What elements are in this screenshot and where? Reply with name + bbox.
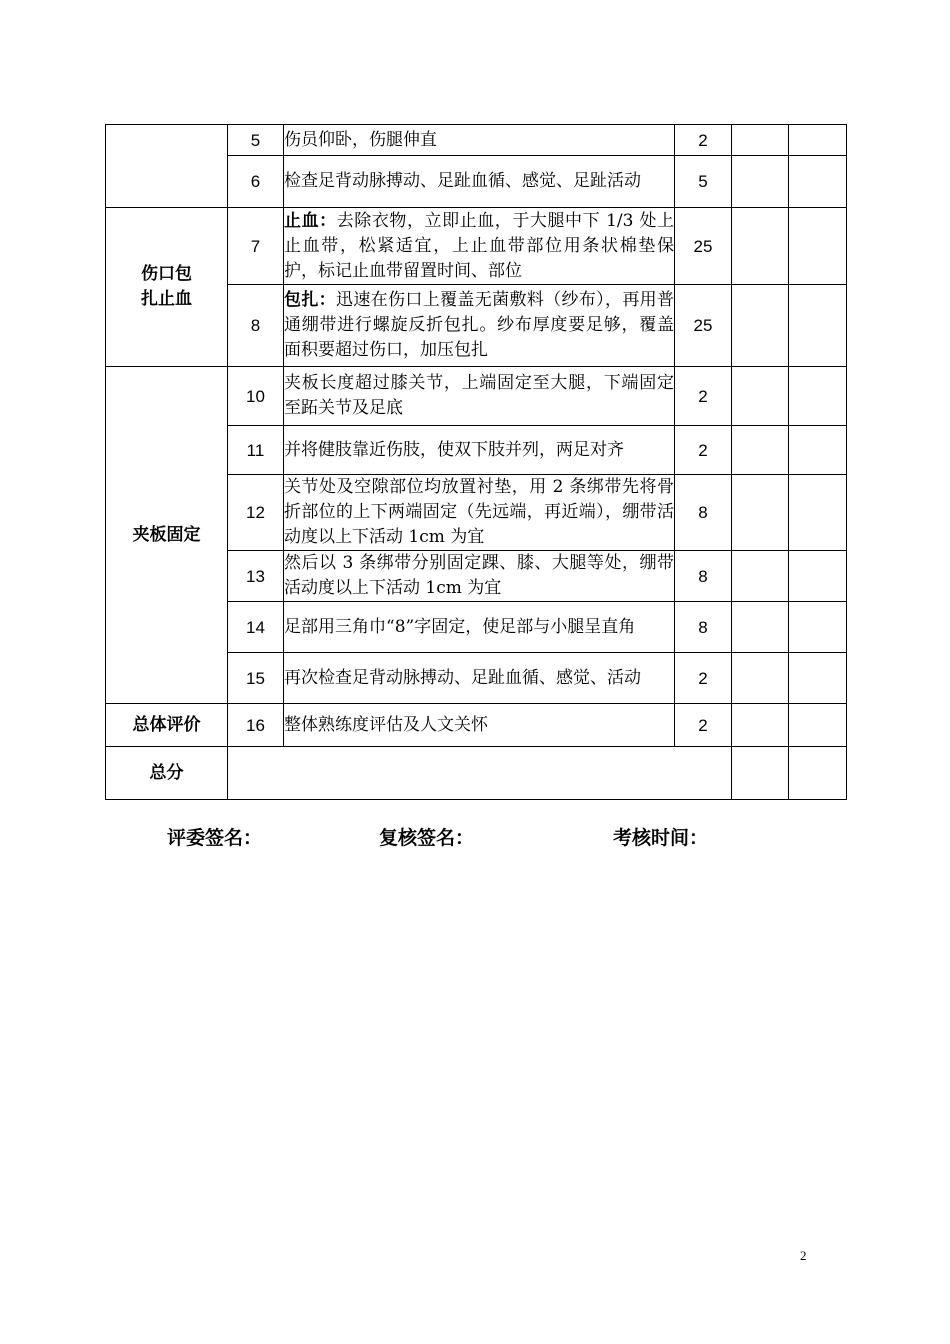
score-cell xyxy=(789,551,847,602)
score-cell xyxy=(732,704,789,747)
item-number: 11 xyxy=(228,426,284,475)
judge-signature-label: 评委签名： xyxy=(167,827,263,849)
score-cell xyxy=(732,551,789,602)
score-cell xyxy=(789,426,847,475)
score-cell xyxy=(732,747,789,800)
item-number: 15 xyxy=(228,653,284,704)
score-cell xyxy=(789,156,847,208)
score-cell xyxy=(789,125,847,156)
item-points: 25 xyxy=(675,285,732,367)
item-points: 8 xyxy=(675,602,732,653)
item-number: 8 xyxy=(228,285,284,367)
item-description: 并将健肢靠近伤肢，使双下肢并列，两足对齐 xyxy=(284,426,675,475)
item-points: 5 xyxy=(675,156,732,208)
table-row-total xyxy=(106,747,847,800)
category-splint: 夹板固定 xyxy=(106,367,228,704)
category-total: 总分 xyxy=(106,747,228,800)
item-lead: 包扎： xyxy=(284,290,337,310)
item-description: 整体熟练度评估及人文关怀 xyxy=(284,704,675,747)
item-points: 2 xyxy=(675,367,732,426)
score-cell xyxy=(732,156,789,208)
item-number: 7 xyxy=(228,208,284,285)
score-cell xyxy=(732,125,789,156)
item-points: 2 xyxy=(675,653,732,704)
category-wound-bandage: 伤口包 扎止血 xyxy=(106,208,228,367)
item-number: 5 xyxy=(228,125,284,156)
item-description: 足部用三角巾“8”字固定，使足部与小腿呈直角 xyxy=(284,602,675,653)
item-number: 13 xyxy=(228,551,284,602)
table-row xyxy=(106,704,847,747)
item-number: 14 xyxy=(228,602,284,653)
item-description xyxy=(284,208,675,285)
score-cell xyxy=(732,208,789,285)
item-number: 12 xyxy=(228,475,284,551)
item-number: 16 xyxy=(228,704,284,747)
score-cell xyxy=(789,704,847,747)
category-cell-continued xyxy=(106,125,228,208)
item-description xyxy=(284,285,675,367)
reviewer-signature-label: 复核签名： xyxy=(379,827,475,849)
category-overall: 总体评价 xyxy=(106,704,228,747)
score-cell xyxy=(789,475,847,551)
item-points: 2 xyxy=(675,704,732,747)
score-cell xyxy=(732,475,789,551)
item-points: 2 xyxy=(675,125,732,156)
item-text: 迅速在伤口上覆盖无菌敷料（纱布），再用普通绷带进行螺旋反折包扎。纱布厚度要足够，覆盖面积要超过伤口，加压包扎 xyxy=(284,290,675,360)
score-cell xyxy=(789,285,847,367)
table-row xyxy=(106,367,847,426)
exam-time-label: 考核时间： xyxy=(613,827,709,849)
item-description: 然后以 3 条绑带分别固定踝、膝、大腿等处，绷带活动度以上下活动 1cm 为宜 xyxy=(284,551,675,602)
page-number: 2 xyxy=(800,1248,807,1263)
item-description: 关节处及空隙部位均放置衬垫，用 2 条绑带先将骨折部位的上下两端固定（先远端，再近端），绷带活动度以上下活动 1cm 为宜 xyxy=(284,475,675,551)
table-row xyxy=(106,208,847,285)
item-description: 夹板长度超过膝关节，上端固定至大腿，下端固定至跖关节及足底 xyxy=(284,367,675,426)
item-number: 10 xyxy=(228,367,284,426)
score-cell xyxy=(789,367,847,426)
score-cell xyxy=(732,602,789,653)
score-cell xyxy=(732,426,789,475)
item-lead: 止血： xyxy=(284,210,337,231)
item-description: 再次检查足背动脉搏动、足趾血循、感觉、活动 xyxy=(284,653,675,704)
score-cell xyxy=(732,285,789,367)
item-points: 2 xyxy=(675,426,732,475)
score-cell xyxy=(789,653,847,704)
score-cell xyxy=(789,747,847,800)
item-points: 25 xyxy=(675,208,732,285)
score-table xyxy=(105,124,847,800)
score-cell xyxy=(789,208,847,285)
score-cell xyxy=(732,367,789,426)
item-number: 6 xyxy=(228,156,284,208)
item-points: 8 xyxy=(675,551,732,602)
table-row xyxy=(106,125,847,156)
item-text: 去除衣物，立即止血，于大腿中下 1/3 处上止血带，松紧适宜，上止血带部位用条状棉垫保护，标记止血带留置时间、部位 xyxy=(284,210,675,281)
score-cell xyxy=(789,602,847,653)
item-points: 8 xyxy=(675,475,732,551)
total-blank-cell xyxy=(228,747,732,800)
score-cell xyxy=(732,653,789,704)
item-description: 检查足背动脉搏动、足趾血循、感觉、足趾活动 xyxy=(284,156,675,208)
item-description: 伤员仰卧，伤腿伸直 xyxy=(284,125,675,156)
